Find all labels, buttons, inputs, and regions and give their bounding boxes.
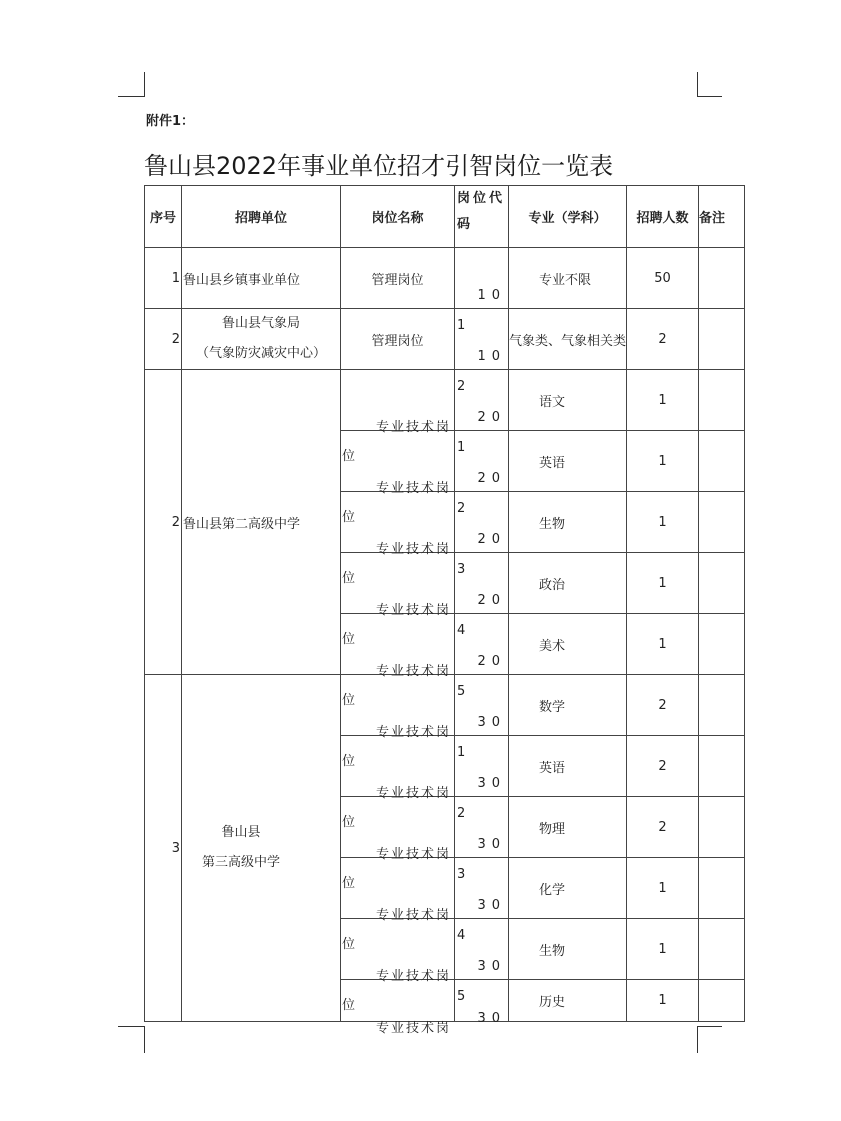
position-name-line2: 位 (342, 632, 356, 647)
count-cell (627, 675, 699, 736)
position-name-line2: 位 (342, 449, 356, 464)
position-code-line2: 3 (457, 562, 466, 577)
unit-name-line1: 鲁山县气象局 (221, 316, 300, 331)
position-code-line2: 4 (457, 928, 466, 943)
remark-cell (699, 370, 745, 431)
count-cell (627, 736, 699, 797)
remark-cell (699, 797, 745, 858)
position-name-line1: 专业技术岗 (375, 969, 451, 984)
count-cell (627, 431, 699, 492)
position-name-line2: 位 (342, 754, 356, 769)
hire-count: 2 (658, 697, 667, 713)
position-cell (341, 492, 455, 586)
header-count: 招聘人数 (627, 186, 699, 248)
remark-cell (699, 309, 745, 370)
major-name: 生物 (539, 943, 566, 959)
major-name: 美术 (539, 638, 566, 654)
seq-number: 3 (171, 840, 180, 856)
hire-count: 1 (658, 993, 667, 1008)
remark-cell (699, 736, 745, 797)
major-name: 物理 (539, 821, 566, 837)
position-code-line2: 1 (457, 440, 466, 455)
major-cell (509, 309, 627, 370)
count-cell (627, 858, 699, 919)
seq-cell (145, 248, 182, 309)
major-cell (509, 492, 627, 553)
major-name: 英语 (539, 455, 566, 471)
remark-cell (699, 492, 745, 553)
major-cell (509, 248, 627, 309)
unit-cell (182, 675, 341, 1022)
table-row (145, 675, 745, 736)
count-cell (627, 614, 699, 675)
crop-mark-top-right (697, 72, 722, 97)
remark-cell (699, 431, 745, 492)
major-cell (509, 919, 627, 980)
position-cell (341, 309, 455, 370)
position-code-line2: 2 (457, 379, 466, 394)
count-cell (627, 980, 699, 1022)
position-name-line1: 专业技术岗 (375, 542, 451, 557)
major-cell (509, 370, 627, 431)
remark-cell (699, 919, 745, 980)
major-name: 气象类、气象相关类 (509, 333, 627, 349)
header-code-line1: 岗位代 (457, 191, 506, 206)
positions-table (144, 185, 745, 1036)
count-cell (627, 553, 699, 614)
position-name: 管理岗位 (371, 333, 424, 349)
position-code-line2: 3 (457, 867, 466, 882)
position-code-line1: 20 (477, 532, 506, 547)
count-cell (627, 309, 699, 370)
position-name: 管理岗位 (371, 272, 424, 288)
hire-count: 1 (658, 453, 667, 469)
major-cell (509, 858, 627, 919)
header-seq: 序号 (145, 186, 182, 248)
position-code-line2: 4 (457, 623, 466, 638)
position-code-line2: 2 (457, 501, 466, 516)
header-major: 专业（学科） (509, 186, 627, 248)
crop-mark-bottom-right (697, 1026, 722, 1053)
position-name-line2: 位 (342, 571, 356, 586)
position-name-line2: 位 (342, 937, 356, 952)
unit-name-line2: 第三高级中学 (201, 855, 280, 870)
major-name: 英语 (539, 760, 566, 776)
unit-name-line1: 鲁山县乡镇事业单位 (183, 272, 301, 288)
position-name-line2: 位 (342, 998, 356, 1013)
position-cell (341, 431, 455, 525)
position-code-line1: 20 (477, 654, 506, 669)
unit-cell (182, 248, 341, 309)
header-unit: 招聘单位 (182, 186, 341, 248)
seq-cell (145, 675, 182, 1022)
position-name-line2: 位 (342, 876, 356, 891)
hire-count: 1 (658, 880, 667, 896)
position-name-line1: 专业技术岗 (375, 786, 451, 801)
position-cell (341, 370, 455, 464)
hire-count: 2 (658, 819, 667, 835)
count-cell (627, 919, 699, 980)
major-cell (509, 736, 627, 797)
position-cell (341, 736, 455, 830)
position-code-line1: 30 (477, 715, 506, 730)
crop-mark-bottom-left (118, 1026, 145, 1053)
header-position: 岗位名称 (341, 186, 455, 248)
position-name-line1: 专业技术岗 (375, 420, 451, 435)
position-code-line1: 30 (477, 898, 506, 913)
hire-count: 1 (658, 575, 667, 591)
major-cell (509, 431, 627, 492)
code-cell (455, 248, 509, 333)
position-cell (341, 858, 455, 952)
position-cell (341, 797, 455, 891)
position-cell (341, 614, 455, 708)
header-remark: 备注 (699, 186, 745, 248)
position-code-line1: 20 (477, 410, 506, 425)
remark-cell (699, 248, 745, 309)
remark-cell (699, 858, 745, 919)
seq-cell (145, 370, 182, 675)
hire-count: 2 (658, 758, 667, 774)
table-row (145, 370, 745, 431)
major-cell (509, 675, 627, 736)
attachment-label: 附件1： (146, 114, 195, 129)
crop-mark-top-left (118, 72, 145, 97)
major-cell (509, 614, 627, 675)
position-cell (341, 919, 455, 1013)
major-name: 化学 (539, 882, 566, 898)
remark-cell (699, 614, 745, 675)
position-code-line1: 20 (477, 593, 506, 608)
seq-cell (145, 309, 182, 370)
major-cell (509, 980, 627, 1022)
position-cell (341, 553, 455, 647)
table-row (145, 248, 745, 309)
position-name-line2: 位 (342, 510, 356, 525)
page-title: 鲁山县2022年事业单位招才引智岗位一览表 (144, 152, 614, 180)
position-code-line1: 10 (477, 288, 506, 303)
position-cell (341, 675, 455, 769)
position-name-line2: 位 (342, 693, 356, 708)
hire-count: 50 (654, 270, 671, 286)
unit-cell (182, 309, 341, 370)
hire-count: 2 (658, 331, 667, 347)
seq-number: 2 (171, 331, 180, 347)
position-code-line1: 20 (477, 471, 506, 486)
position-code-line1: 30 (477, 776, 506, 791)
hire-count: 1 (658, 392, 667, 408)
unit-name-line1: 鲁山县 (221, 825, 261, 840)
major-name: 语文 (539, 394, 566, 410)
table-row (145, 309, 745, 370)
position-code-line1: 30 (477, 959, 506, 974)
major-name: 专业不限 (539, 272, 592, 288)
major-cell (509, 797, 627, 858)
remark-cell (699, 980, 745, 1022)
position-code-line2: 2 (457, 806, 466, 821)
unit-cell (182, 370, 341, 675)
position-code-line1: 30 (477, 837, 506, 852)
unit-name-line2: （气象防灾减灾中心） (195, 346, 326, 361)
position-name-line1: 专业技术岗 (375, 603, 451, 618)
seq-number: 1 (171, 270, 180, 286)
unit-name-line1: 鲁山县第二高级中学 (183, 516, 301, 532)
count-cell (627, 492, 699, 553)
position-name-line1: 专业技术岗 (375, 847, 451, 862)
seq-number: 2 (171, 514, 180, 530)
position-name-line1: 专业技术岗 (375, 481, 451, 496)
count-cell (627, 797, 699, 858)
position-cell (341, 248, 455, 309)
major-name: 历史 (539, 995, 566, 1010)
position-name-line1: 专业技术岗 (375, 725, 451, 740)
position-code-line2: 1 (457, 745, 466, 760)
major-name: 生物 (539, 516, 566, 532)
hire-count: 1 (658, 636, 667, 652)
header-code-line2: 码 (457, 217, 474, 232)
count-cell (627, 248, 699, 309)
position-name-line1: 专业技术岗 (375, 664, 451, 679)
major-name: 政治 (539, 577, 566, 593)
remark-cell (699, 675, 745, 736)
position-name-line2: 位 (342, 815, 356, 830)
major-cell (509, 553, 627, 614)
position-code-line2: 1 (457, 318, 466, 333)
position-code-line1: 10 (477, 349, 506, 364)
position-name-line1: 专业技术岗 (375, 908, 451, 923)
hire-count: 1 (658, 514, 667, 530)
remark-cell (699, 553, 745, 614)
position-name-line1: 专业技术岗 (375, 1020, 451, 1036)
position-code-line2: 5 (457, 989, 466, 1004)
position-code-line2: 5 (457, 684, 466, 699)
table-header-row (145, 186, 745, 248)
position-cell (341, 980, 455, 1036)
hire-count: 1 (658, 941, 667, 957)
position-code-line1: 30 (477, 1010, 506, 1026)
count-cell (627, 370, 699, 431)
header-code (455, 186, 509, 248)
major-name: 数学 (539, 699, 566, 715)
